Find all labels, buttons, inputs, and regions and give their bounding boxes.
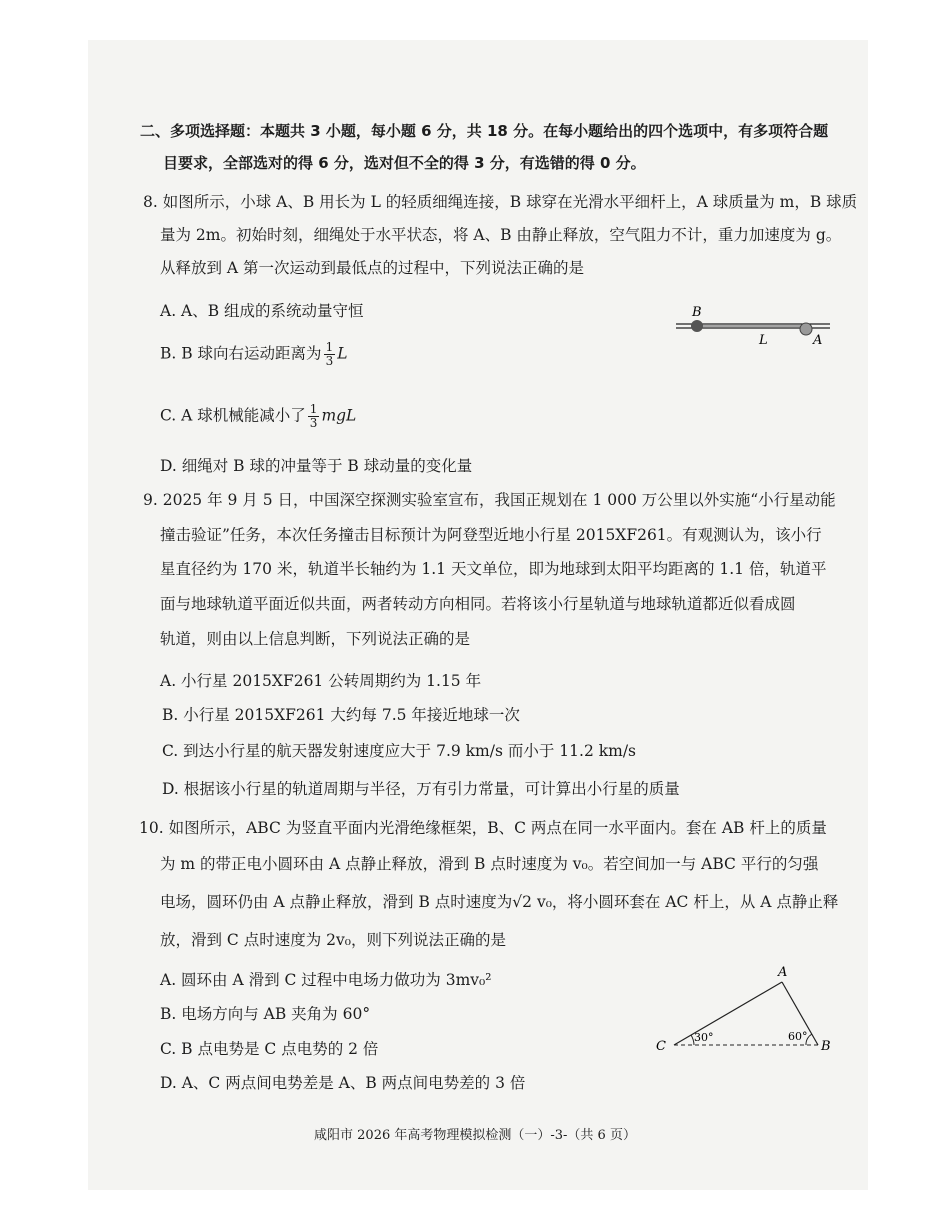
q8-ball-a <box>800 323 812 335</box>
q8-option-d: D. 细绳对 B 球的冲量等于 B 球动量的变化量 <box>160 457 473 475</box>
q9-option-c: C. 到达小行星的航天器发射速度应大于 7.9 km/s 而小于 11.2 km/s <box>162 742 636 760</box>
q10-triangle-figure <box>650 960 840 1060</box>
q10-angle-c: 30° <box>694 1031 714 1044</box>
q9-stem-line-3: 星直径约为 170 米，轨道半长轴约为 1.1 天文单位，即为地球到太阳平均距离的 1.1 倍，轨道平 <box>160 560 827 578</box>
page-footer: 咸阳市 2026 年高考物理模拟检测（一）-3-（共 6 页） <box>314 1128 636 1143</box>
q8-stem-line-3: 从释放到 A 第一次运动到最低点的过程中，下列说法正确的是 <box>160 259 585 277</box>
q8-rod-figure <box>670 300 840 350</box>
q10-option-d: D. A、C 两点间电势差是 A、B 两点间电势差的 3 倍 <box>160 1074 526 1092</box>
q10-stem-line-4: 放，滑到 C 点时速度为 2v₀，则下列说法正确的是 <box>160 931 506 949</box>
q10-side-ca <box>674 982 782 1045</box>
q9-stem-line-4: 面与地球轨道平面近似共面，两者转动方向相同。若将该小行星轨道与地球轨道都近似看成圆 <box>160 595 796 613</box>
q10-stem-line-2: 为 m 的带正电小圆环由 A 点静止释放，滑到 B 点时速度为 v₀。若空间加一与 ABC 平行的匀强 <box>160 855 819 873</box>
section-header-cont: 目要求，全部选对的得 6 分，选对但不全的得 3 分，有选错的得 0 分。 <box>163 154 646 172</box>
q10-stem-line-1: 10. 如图所示，ABC 为竖直平面内光滑绝缘框架，B、C 两点在同一水平面内。套在 AB 杆上的质量 <box>139 819 827 837</box>
q10-label-c: C <box>656 1039 666 1054</box>
q8-stem-line-1: 8. 如图所示，小球 A、B 用长为 L 的轻质细绳连接，B 球穿在光滑水平细杆上，A 球质量为 m，B 球质 <box>143 193 858 211</box>
q8-stem-line-2: 量为 2m。初始时刻，细绳处于水平状态，将 A、B 由静止释放，空气阻力不计，重力加速度为 g。 <box>160 226 842 244</box>
q8-label-b: B <box>692 305 702 320</box>
q9-option-a: A. 小行星 2015XF261 公转周期约为 1.15 年 <box>160 672 482 690</box>
q10-label-a: A <box>778 965 788 980</box>
q10-option-b: B. 电场方向与 AB 夹角为 60° <box>160 1005 371 1023</box>
q8-label-a: A <box>813 333 823 348</box>
q10-angle-b: 60° <box>788 1030 808 1043</box>
q8-option-c: C. A 球机械能减小了 $\frac{1}{3}$ mgL <box>160 402 357 430</box>
q8-option-a: A. A、B 组成的系统动量守恒 <box>160 302 364 320</box>
section-header: 二、多项选择题：本题共 3 小题，每小题 6 分，共 18 分。在每小题给出的四个选项中，有多项符合题 <box>140 122 829 140</box>
q9-stem-line-1: 9. 2025 年 9 月 5 日，中国深空探测实验室宣布，我国正规划在 1 000 万公里以外实施“小行星动能 <box>143 491 836 509</box>
q8-ball-b <box>691 320 703 332</box>
q10-option-c: C. B 点电势是 C 点电势的 2 倍 <box>160 1040 379 1058</box>
q10-label-b: B <box>821 1039 831 1054</box>
q8-label-l: L <box>759 333 768 348</box>
q8-option-b: B. B 球向右运动距离为 $\frac{1}{3}$ L <box>160 340 348 368</box>
q9-stem-line-5: 轨道，则由以上信息判断，下列说法正确的是 <box>160 630 471 648</box>
q9-stem-line-2: 撞击验证”任务，本次任务撞击目标预计为阿登型近地小行星 2015XF261。有观测认为，该小行 <box>160 526 822 544</box>
q9-option-d: D. 根据该小行星的轨道周期与半径，万有引力常量，可计算出小行星的质量 <box>162 780 680 798</box>
q10-stem-line-3: 电场，圆环仍由 A 点静止释放，滑到 B 点时速度为√2 v₀，将小圆环套在 AC 杆上，从 A 点静止释 <box>160 893 839 911</box>
q10-option-a: A. 圆环由 A 滑到 C 过程中电场力做功为 3mv₀² <box>160 971 492 989</box>
q9-option-b: B. 小行星 2015XF261 大约每 7.5 年接近地球一次 <box>162 706 520 724</box>
